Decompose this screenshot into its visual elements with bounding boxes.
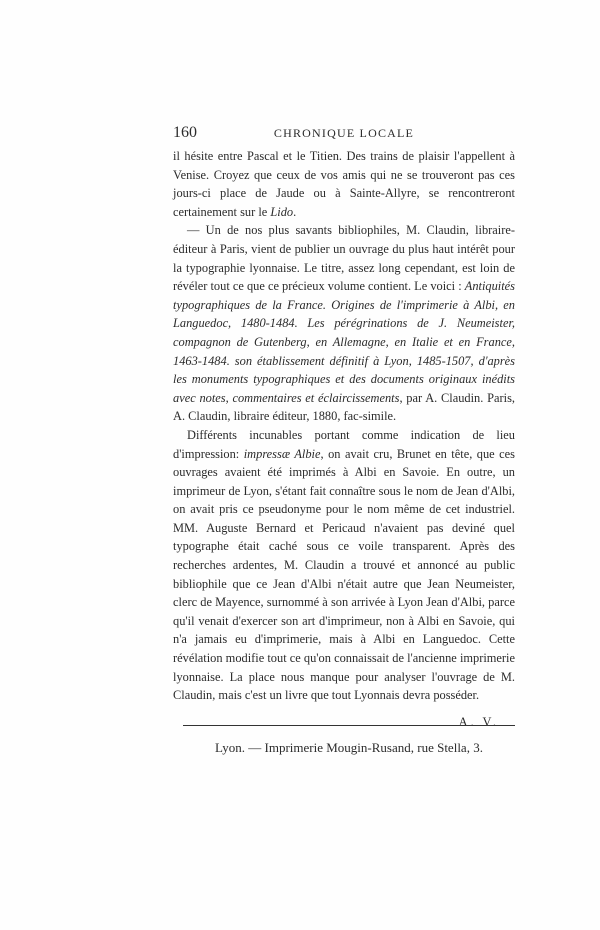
paragraph-text: — Un de nos plus savants bibliophiles, M. Claudin, libraire-éditeur à Paris, vient de publier un ouvrage du plus haut intérêt pour la typographie lyonnaise. Le titre, assez long cependant, est loin de révéler tout ce que ce précieux volume contient. Le voici :: [173, 223, 515, 294]
printer-imprint: Lyon. — Imprimerie Mougin-Rusand, rue Stella, 3.: [215, 740, 483, 755]
paragraph-text: .: [293, 204, 297, 219]
paragraph-incunables: [173, 426, 515, 705]
paragraph-continuation: [173, 147, 515, 221]
latin-phrase-italic: impressæ Albie: [243, 446, 321, 461]
paragraph-text: Différents incunables portant comme indication de lieu d'impression:: [173, 427, 515, 461]
paragraph-text: il hésite entre Pascal et le Titien. Des trains de plaisir l'appellent à Venise. Croyez que ceux de vos amis qui ne se trouveront pas ces jours-ci place de Jaude ou à Sainte-Allyre, se rencontreront certainement sur le: [173, 149, 515, 219]
running-title: CHRONIQUE LOCALE: [273, 126, 415, 140]
paragraph-text: , on avait cru, Brunet en tête, que ces ouvrages avaient été imprimés à Albi en Savoie. En outre, un imprimeur de Lyon, s'étant fait connaître sous le nom de Jean d'Albi, on avait pris ce pseudonyme pour le nom même de cet industriel. MM. Auguste Bernard et Pericaud n'avaient pas deviné quel typographe était caché sous ce voile transparent. Après des recherches ardentes, M. Claudin a trouvé et annoncé au public bibliophile que ce Jean d'Albi n'était autre que Jean Neumeister, clerc de Mayence, surnommé à son arrivée à Lyon Jean d'Albi, parce qu'il venait d'exercer son art d'imprimeur, non à Albi en Savoie, qui n'a jamais eu d'imprimerie, mais à Albi en Languedoc. Cette révélation modifie tout ce qu'on connaissait de l'ancienne imprimerie lyonnaise. La place nous manque pour analyser l'ouvrage de M. Claudin, mais c'est un livre que tout Lyonnais devra posséder.: [173, 446, 515, 703]
page-number: 160: [173, 124, 197, 141]
paragraph-text: , par A. Claudin. Paris, A. Claudin, libraire éditeur, 1880, fac-simile.: [173, 390, 515, 424]
footer-rule: [183, 725, 515, 726]
italic-term: Lido: [270, 204, 294, 219]
running-head: [173, 124, 515, 146]
author-signature: A. V.: [458, 714, 499, 729]
book-title-italic: Antiquités typographiques de la France. Origines de l'imprimerie à Albi, en Languedoc, 1480-1484. Les pérégrinations de J. Neumeister, compagnon de Gutenberg, en Allemagne, en Italie et en France, 1463-1484. son établissement définitif à Lyon, 1485-1507, d'après les monuments typographiques et des documents originaux inédits avec notes, commentaires et éclaircissements: [173, 279, 515, 405]
body-text: [173, 147, 515, 731]
paragraph-claudin-announcement: [173, 221, 515, 426]
